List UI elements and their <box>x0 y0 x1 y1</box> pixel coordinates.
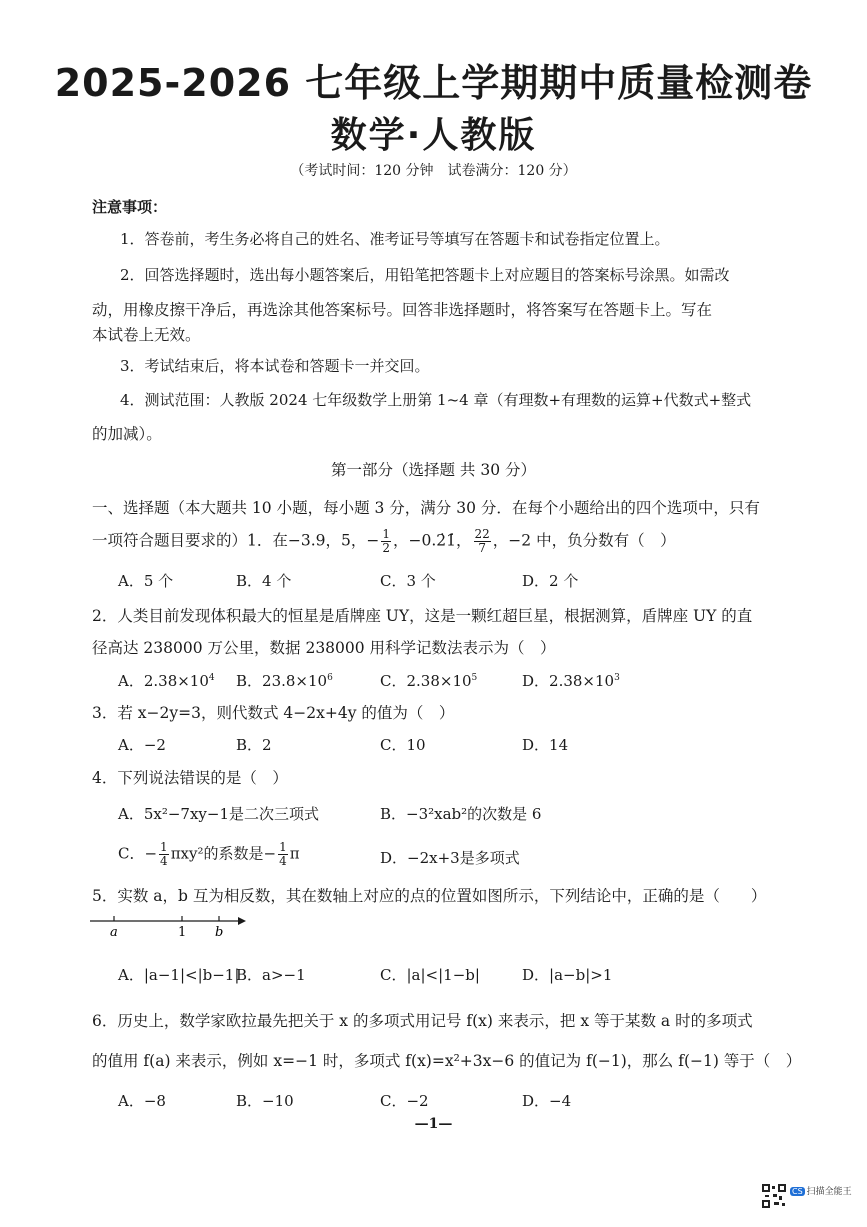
page-title: 2025-2026 七年级上学期期中质量检测卷 <box>54 61 813 105</box>
qr-code-icon <box>762 1184 786 1208</box>
q5-option-b: B．a>−1 <box>236 966 306 984</box>
q6-option-a: A．−8 <box>118 1092 166 1110</box>
q2-line: 2．人类目前发现体积最大的恒星是盾牌座 UY，这是一颗红超巨星，根据测算，盾牌座 UY 的直 <box>92 607 753 625</box>
q1-tail: ，−2 中，负分数有（ ） <box>492 531 676 550</box>
q6-line: 的值用 f(a) 来表示，例如 x=−1 时，多项式 f(x)=x²+3x−6 的值记为 f(−1)，那么 f(−1) 等于（ ） <box>92 1052 802 1070</box>
section-title: 第一部分（选择题 共 30 分） <box>330 461 536 479</box>
q2-option-d: D．$2.38\times 10^3$ <box>522 672 620 690</box>
q3-option-b: B．2 <box>236 736 272 754</box>
page-subtitle: 数学·人教版 <box>330 115 537 156</box>
note-line: 本试卷上无效。 <box>92 326 201 344</box>
note-line: 动，用橡皮擦干净后，再选涂其他答案标号。回答非选择题时，将答案写在答题卡上。写在 <box>92 301 713 319</box>
q4-option-b: B．−3²xab²的次数是 6 <box>380 805 542 823</box>
q2-line: 径高达 238000 万公里，数据 238000 用科学记数法表示为（ ） <box>92 639 556 657</box>
q1-option-b: B．4 个 <box>236 572 292 590</box>
note-line: 2．回答选择题时，选出每小题答案后，用铅笔把答题卡上对应题目的答案标号涂黑。如需改 <box>120 266 730 284</box>
note-line: 3．考试结束后，将本试卷和答题卡一并交回。 <box>120 357 430 375</box>
q5-line: 5．实数 a，b 互为相反数，其在数轴上对应的点的位置如图所示，下列结论中，正确的是（ ） <box>92 887 767 905</box>
q1-prefix: 一项符合题目要求的）1．在 <box>92 531 288 550</box>
q1-option-c: C．3 个 <box>380 572 436 590</box>
q2-option-b: B．$23.8\times 10^6$ <box>236 672 333 690</box>
q5-option-d: D．|a−b|>1 <box>522 966 613 984</box>
q4-option-d: D．−2x+3是多项式 <box>380 849 520 867</box>
exam-info: （考试时间：120 分钟 试卷满分：120 分） <box>290 163 577 179</box>
q1-fraction: $\frac{1}{2}$ <box>382 527 391 555</box>
note-line: 4．测试范围：人教版 2024 七年级数学上册第 1~4 章（有理数+有理数的运算+代数式+整式 <box>120 391 752 409</box>
q2-option-a: A．$2.38\times 10^4$ <box>118 672 215 690</box>
number-line-svg <box>88 912 248 942</box>
q3-line: 3．若 x−2y=3，则代数式 4−2x+4y 的值为（ ） <box>92 704 455 722</box>
axis-label-1: 1 <box>178 925 187 940</box>
q1-fraction-2: $\frac{22}{7}$ <box>474 527 490 555</box>
scanner-name: 扫描全能王 <box>806 1187 852 1197</box>
q1-numbers: −3.9，5， <box>287 531 367 550</box>
scanner-watermark <box>790 1184 852 1197</box>
axis-label-a: a <box>110 925 118 940</box>
notes-heading: 注意事项： <box>92 198 168 216</box>
axis-label-b: b <box>215 925 224 940</box>
q6-option-d: D．−4 <box>522 1092 572 1110</box>
q2-option-c: C．$2.38\times 10^5$ <box>380 672 478 690</box>
q4-option-c: C．− $\frac{1}{4}$ πxy²的系数是− $\frac{1}{4}$ π <box>118 840 300 868</box>
q3-option-d: D．14 <box>522 736 569 754</box>
q3-option-c: C．10 <box>380 736 426 754</box>
page-number: —1— <box>414 1116 453 1132</box>
q6-line: 6．历史上，数学家欧拉最先把关于 x 的多项式用记号 f(x) 来表示，把 x 等于某数 a 时的多项式 <box>92 1012 753 1030</box>
q5-option-c: C．|a|<|1−b| <box>380 966 480 984</box>
q1-option-d: D．2 个 <box>522 572 579 590</box>
q3-option-a: A．−2 <box>118 736 166 754</box>
q4-line: 4．下列说法错误的是（ ） <box>92 769 288 787</box>
number-line-figure <box>88 912 248 942</box>
section-intro: 一、选择题（本大题共 10 小题，每小题 3 分，满分 30 分．在每个小题给出的四个选项中，只有 <box>92 499 760 517</box>
q5-option-a: A．|a−1|<|b−1| <box>118 966 240 984</box>
q1-option-a: A．5 个 <box>118 572 174 590</box>
question-1: 一项符合题目要求的）1．在−3.9，5，− $\frac{1}{2}$ ，−0.2̇1̇， $\frac{22}{7}$ ，−2 中，负分数有（ ） <box>92 527 676 555</box>
note-line: 的加减）。 <box>92 425 162 443</box>
arrow-right-icon <box>238 917 246 925</box>
scanner-logo-icon: CS <box>792 1187 803 1196</box>
note-line: 1．答卷前，考生务必将自己的姓名、准考证号等填写在答题卡和试卷指定位置上。 <box>120 230 670 248</box>
q1-mid: ，−0.2̇1̇， <box>393 531 472 550</box>
q4-option-a: A．5x²−7xy−1是二次三项式 <box>118 805 320 823</box>
q6-option-c: C．−2 <box>380 1092 429 1110</box>
q6-option-b: B．−10 <box>236 1092 294 1110</box>
